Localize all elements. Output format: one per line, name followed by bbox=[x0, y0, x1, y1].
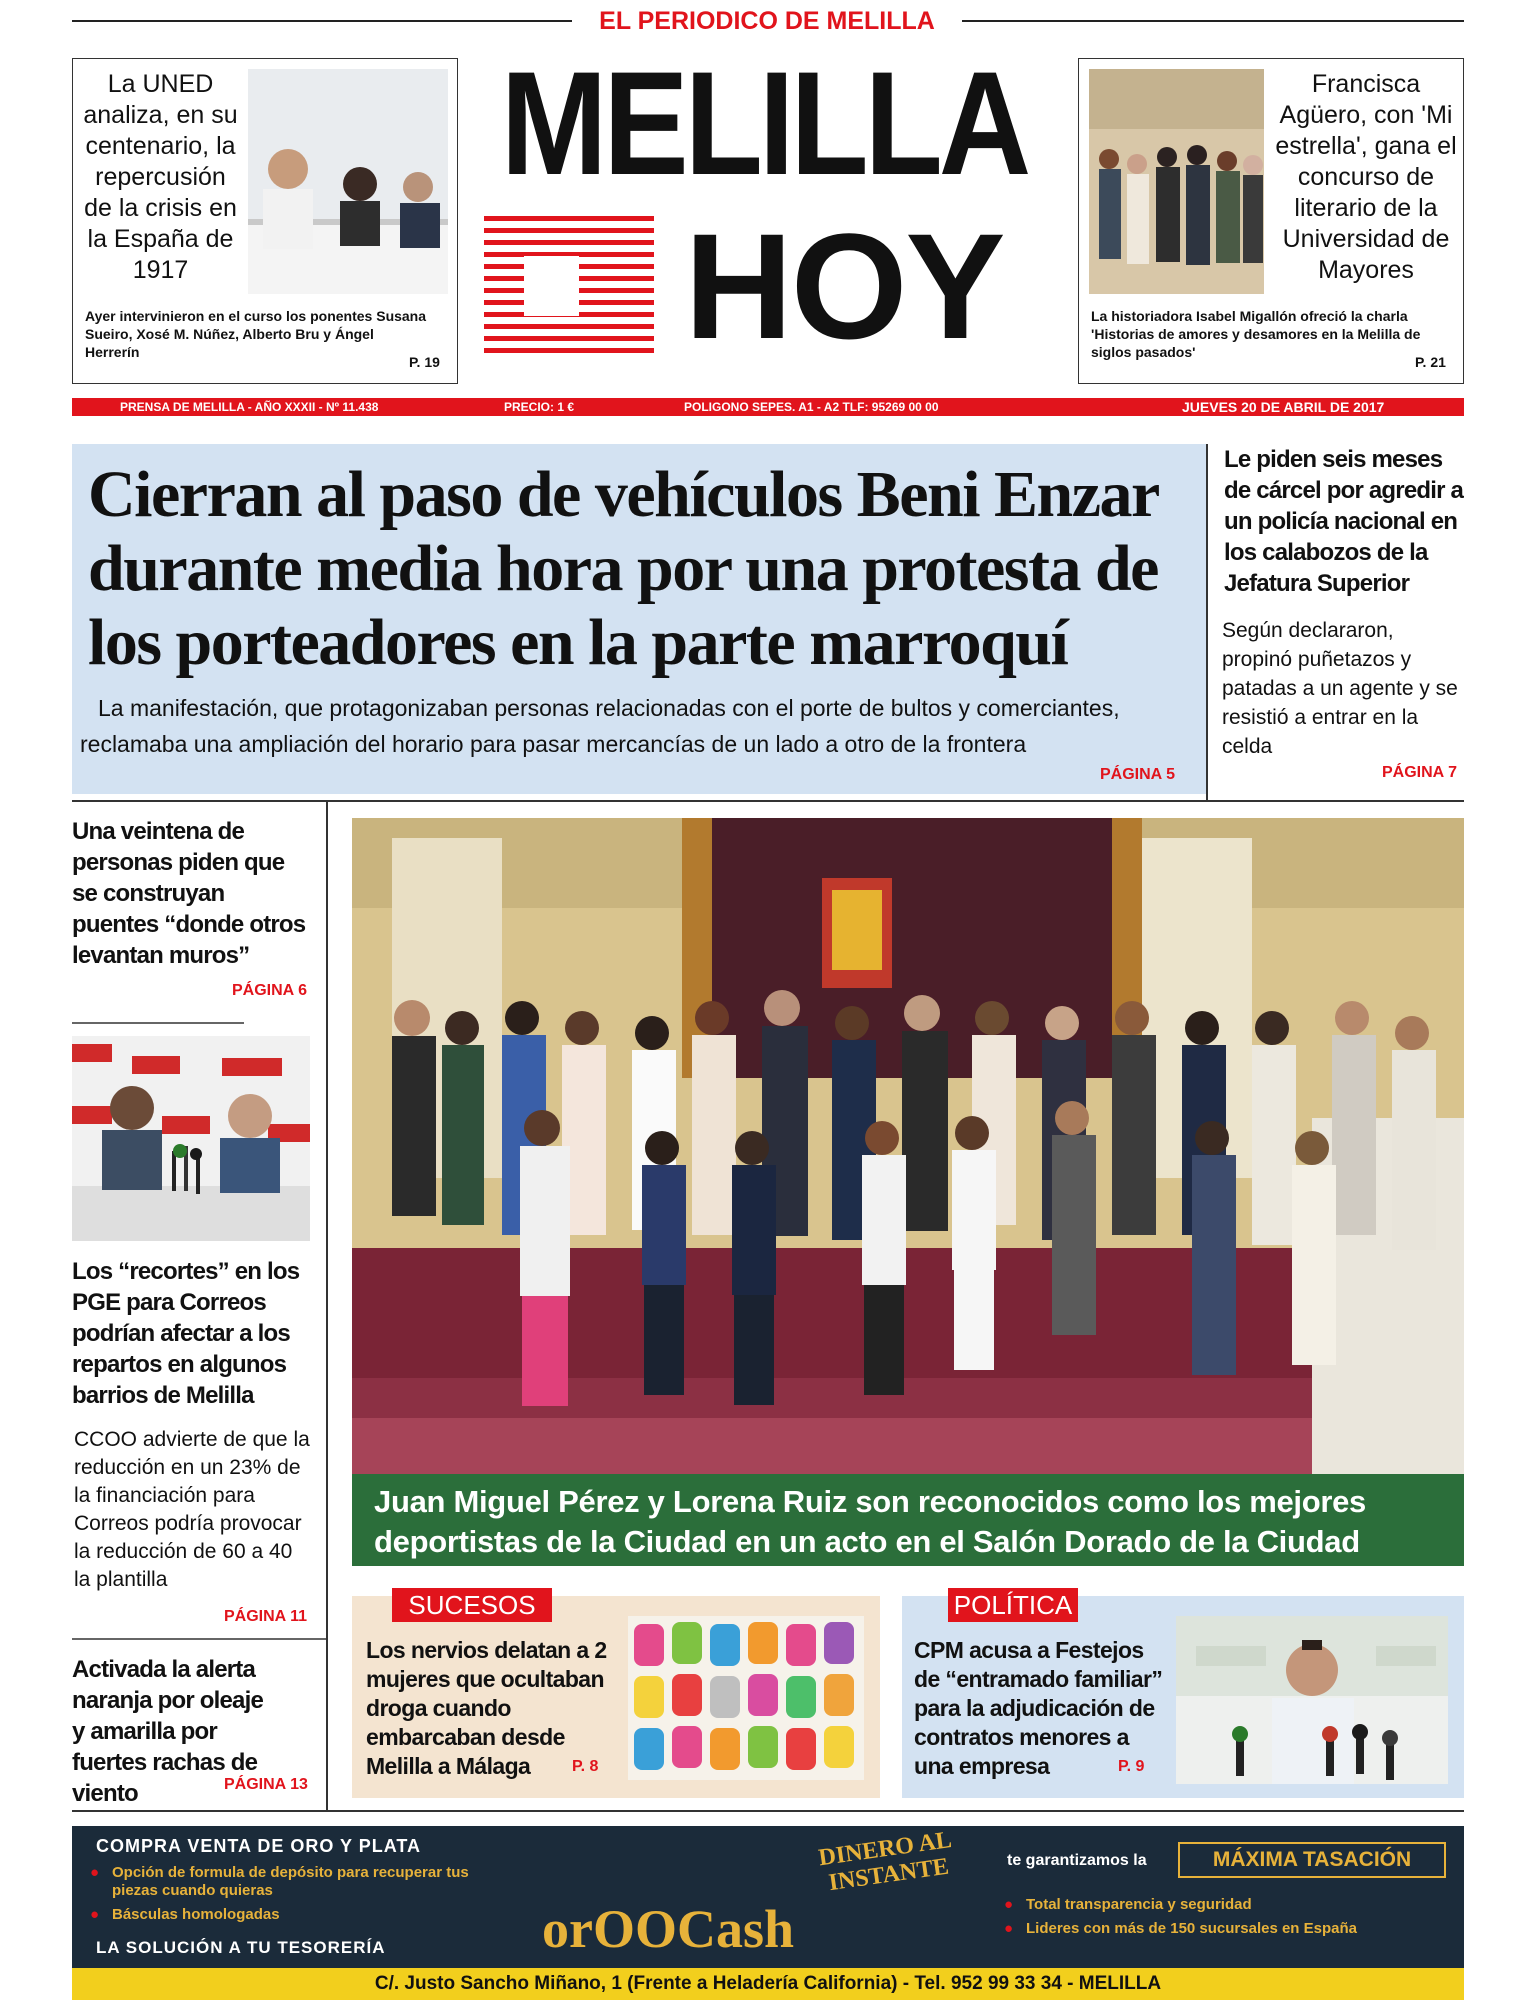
story-headline: Activada la alerta naranja por oleaje y amarilla por fuertes rachas de viento bbox=[72, 1656, 264, 1807]
seized-drugs-photo bbox=[628, 1616, 864, 1780]
rule bbox=[72, 1022, 244, 1024]
ad-address: C/. Justo Sancho Miñano, 1 (Frente a Heladería California) - Tel. 952 99 33 34 - MELILLA bbox=[72, 1968, 1464, 2000]
photo-caption: Juan Miguel Pérez y Lorena Ruiz son reconocidos como los mejores deportistas de la Ciudad en un acto en el Salón Dorado de la Ciudad bbox=[352, 1474, 1464, 1566]
story-headline: CPM acusa a Festejos de “entramado familiar” para la adjudicación de contratos menores a una empresa bbox=[914, 1637, 1163, 1779]
story-body: CCOO advierte de que la reducción en un 23% de la financiación para Correos podría provocar la reducción de 60 a 40 la plantilla bbox=[74, 1428, 310, 1591]
ad-bullet: ● Lideres con más de 150 sucursales en España bbox=[1004, 1920, 1357, 1937]
story-headline: Los nervios delatan a 2 mujeres que ocultaban droga cuando embarcaban desde Melilla a Málaga bbox=[366, 1637, 607, 1779]
section-tab: SUCESOS bbox=[392, 1588, 552, 1622]
column-rule bbox=[1206, 444, 1208, 800]
ad-bullet: ● Opción de formula de depósito para recuperar tus piezas cuando quieras bbox=[90, 1864, 469, 1899]
page-ref: PÁGINA 5 bbox=[1100, 766, 1175, 783]
kicker: EL PERIODICO DE MELILLA bbox=[599, 7, 935, 35]
lead-subhead: La manifestación, que protagonizaban personas relacionadas con el porte de bultos y comerciantes, reclamaba una ampliación del horario para pasar mercancías de un lado a otro de la frontera bbox=[80, 695, 1120, 757]
page-ref: P. 21 bbox=[1415, 354, 1446, 370]
rule bbox=[72, 1638, 326, 1640]
bullet-icon: ● bbox=[1004, 1896, 1014, 1913]
logo-name-line2: HOY bbox=[684, 202, 1004, 370]
teaser-caption: La historiadora Isabel Migallón ofreció la charla 'Historias de amores y desamores en la Melilla de siglos pasados' bbox=[1091, 308, 1421, 360]
edition-info: PRENSA DE MELILLA - AÑO XXXII - Nº 11.438 bbox=[120, 400, 379, 414]
teaser-left[interactable] bbox=[72, 58, 458, 384]
bullet-icon: ● bbox=[90, 1906, 100, 1923]
page-ref: P. 9 bbox=[1118, 1758, 1145, 1775]
address: POLIGONO SEPES. A1 - A2 TLF: 95269 00 00 bbox=[684, 400, 939, 414]
ccoo-photo bbox=[72, 1036, 310, 1241]
left-story-1[interactable] bbox=[72, 816, 312, 1006]
right-story[interactable] bbox=[1222, 444, 1464, 794]
teaser-headline: La UNED analiza, en su centenario, la repercusión de la crisis en la España de 1917 bbox=[83, 70, 238, 284]
lead-story[interactable] bbox=[72, 444, 1206, 794]
ad-guarantee: te garantizamos la bbox=[1007, 1852, 1147, 1869]
bullet-icon: ● bbox=[1004, 1920, 1014, 1937]
left-story-2[interactable] bbox=[72, 1256, 322, 1626]
teaser-right-photo bbox=[1089, 69, 1264, 294]
teaser-left-photo bbox=[248, 69, 448, 294]
page-ref: PÁGINA 13 bbox=[224, 1776, 308, 1793]
story-body: Según declararon, propinó puñetazos y patadas a un agente y se resistió a entrar en la celda bbox=[1222, 619, 1458, 758]
ad-max-badge: MÁXIMA TASACIÓN bbox=[1178, 1842, 1446, 1878]
teaser-caption: Ayer intervinieron en el curso los ponentes Susana Sueiro, Xosé M. Núñez, Alberto Bru y Ángel Herrerín bbox=[85, 308, 427, 360]
main-photo bbox=[352, 818, 1464, 1474]
politica-box[interactable] bbox=[902, 1590, 1464, 1798]
sucesos-box[interactable] bbox=[352, 1590, 880, 1798]
story-headline: Los “recortes” en los PGE para Correos podrían afectar a los repartos en algunos barrios de Melilla bbox=[72, 1258, 300, 1409]
price: PRECIO: 1 € bbox=[504, 400, 575, 414]
ad-top: COMPRA VENTA DE ORO Y PLATA bbox=[96, 1836, 422, 1856]
advertisement[interactable] bbox=[72, 1826, 1464, 2000]
section-tab: POLÍTICA bbox=[948, 1588, 1078, 1622]
page-ref: P. 8 bbox=[572, 1758, 599, 1775]
rule bbox=[962, 20, 1464, 22]
teaser-right[interactable] bbox=[1078, 58, 1464, 384]
ad-dinero: DINERO AL INSTANTE bbox=[817, 1826, 954, 1897]
column-rule bbox=[326, 800, 328, 1810]
rule bbox=[72, 800, 1464, 802]
bullet-icon: ● bbox=[90, 1864, 100, 1881]
logo-name-line1: MELILLA bbox=[500, 41, 1028, 207]
page-ref: PÁGINA 6 bbox=[232, 982, 307, 999]
ad-bullet: ● Básculas homologadas bbox=[90, 1906, 280, 1923]
left-story-3[interactable] bbox=[72, 1654, 322, 1807]
info-strip bbox=[72, 398, 1464, 416]
brand-logo: orOOCash bbox=[542, 1899, 795, 1959]
rule bbox=[72, 20, 572, 22]
story-headline: Una veintena de personas piden que se construyan puentes “donde otros levantan muros” bbox=[72, 818, 306, 969]
page-ref: PÁGINA 7 bbox=[1382, 764, 1457, 781]
date: JUEVES 20 DE ABRIL DE 2017 bbox=[1182, 399, 1385, 415]
page-ref: P. 19 bbox=[409, 354, 440, 370]
teaser-headline: Francisca Agüero, con 'Mi estrella', gana el concurso de literario de la Universidad de Mayores bbox=[1275, 70, 1457, 284]
masthead-logo bbox=[484, 41, 1044, 388]
politician-photo bbox=[1176, 1616, 1448, 1784]
page-ref: PÁGINA 11 bbox=[224, 1608, 307, 1625]
lead-headline: Cierran al paso de vehículos Beni Enzar durante media hora por una protesta de los porteadores en la parte marroquí bbox=[88, 458, 1158, 679]
logo-stripes bbox=[484, 216, 654, 366]
ad-tagline: LA SOLUCIÓN A TU TESORERÍA bbox=[96, 1938, 386, 1957]
story-headline: Le piden seis meses de cárcel por agredir a un policía nacional en los calabozos de la Jefatura Superior bbox=[1224, 446, 1464, 597]
rule bbox=[72, 1810, 1464, 1812]
ad-bullet: ● Total transparencia y seguridad bbox=[1004, 1896, 1252, 1913]
